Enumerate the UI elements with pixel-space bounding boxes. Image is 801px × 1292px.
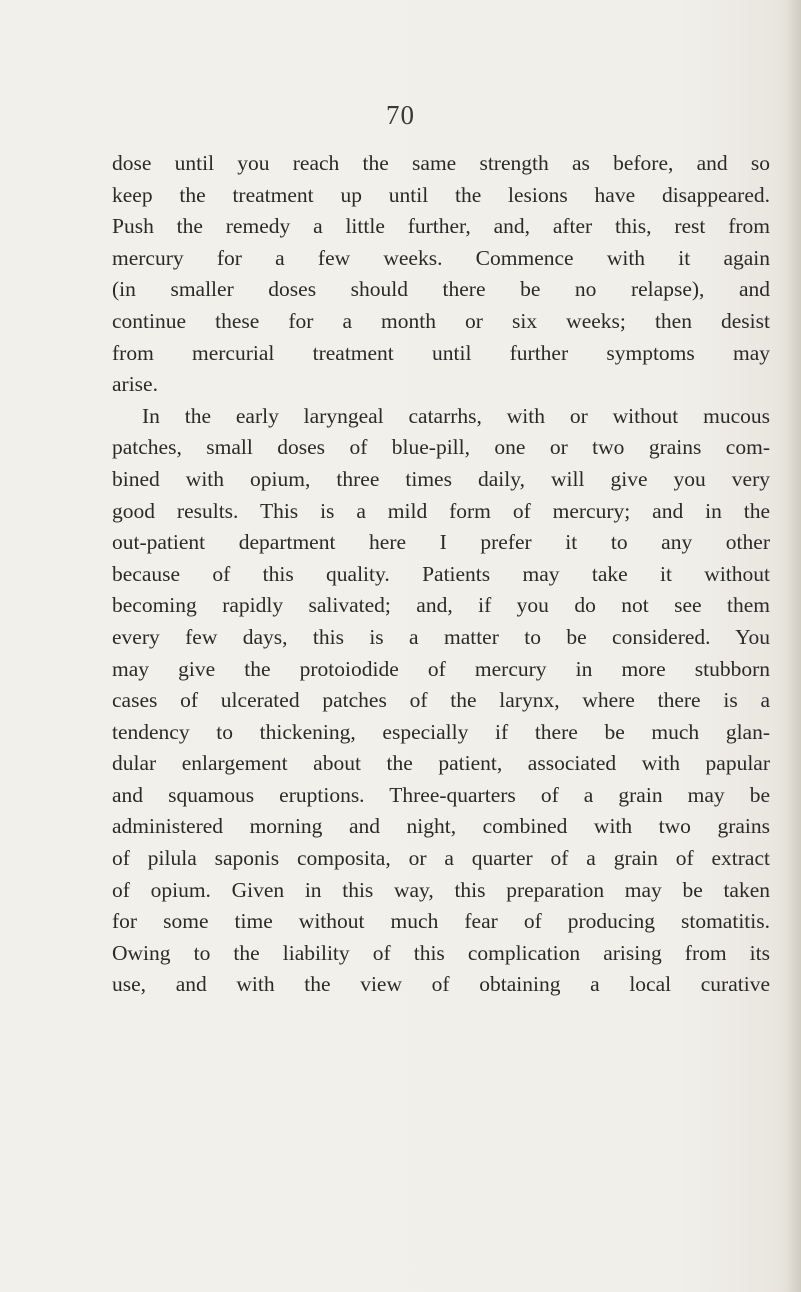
- text-line: cases of ulcerated patches of the larynx, where there is a: [112, 688, 770, 713]
- text-line: dose until you reach the same strength as before, and so: [112, 151, 770, 175]
- text-line: of opium. Given in this way, this preparation may be taken: [112, 877, 770, 902]
- text-line: out-patient department here I prefer it to any other: [112, 530, 770, 555]
- text-line: Push the remedy a little further, and, after this, rest from: [112, 214, 770, 239]
- text-line: becoming rapidly salivated; and, if you do not see them: [112, 593, 770, 618]
- text-line: Owing to the liability of this complication arising from its: [112, 940, 770, 965]
- text-line: mercury for a few weeks. Commence with it again: [112, 245, 770, 270]
- text-line: every few days, this is a matter to be considered. You: [112, 624, 770, 649]
- text-line: because of this quality. Patients may take it without: [112, 561, 770, 586]
- text-line: for some time without much fear of producing stomatitis.: [112, 909, 770, 934]
- text-line: (in smaller doses should there be no relapse), and: [112, 277, 770, 302]
- text-line: dular enlargement about the patient, associated with papular: [112, 751, 770, 776]
- text-line: bined with opium, three times daily, will give you very: [112, 466, 770, 491]
- text-line: good results. This is a mild form of mercury; and in the: [112, 498, 770, 523]
- page-number: 70: [386, 100, 415, 130]
- body-text: [112, 148, 770, 1001]
- text-line: tendency to thickening, especially if there be much glan-: [112, 719, 770, 744]
- text-line: use, and with the view of obtaining a local curative: [112, 972, 770, 997]
- text-line: continue these for a month or six weeks; then desist: [112, 308, 770, 333]
- text-line: arise.: [112, 372, 158, 397]
- text-line: from mercurial treatment until further symptoms may: [112, 340, 770, 365]
- text-line: may give the protoiodide of mercury in more stubborn: [112, 656, 770, 681]
- page-edge-shadow: [787, 0, 801, 1292]
- text-line: keep the treatment up until the lesions have disappeared.: [112, 182, 770, 207]
- text-line: of pilula saponis composita, or a quarter of a grain of extract: [112, 846, 770, 871]
- text-line: administered morning and night, combined with two grains: [112, 814, 770, 839]
- text-line: patches, small doses of blue-pill, one or two grains com-: [112, 435, 770, 460]
- text-line: In the early laryngeal catarrhs, with or without mucous: [142, 403, 770, 428]
- text-line: and squamous eruptions. Three-quarters of a grain may be: [112, 782, 770, 807]
